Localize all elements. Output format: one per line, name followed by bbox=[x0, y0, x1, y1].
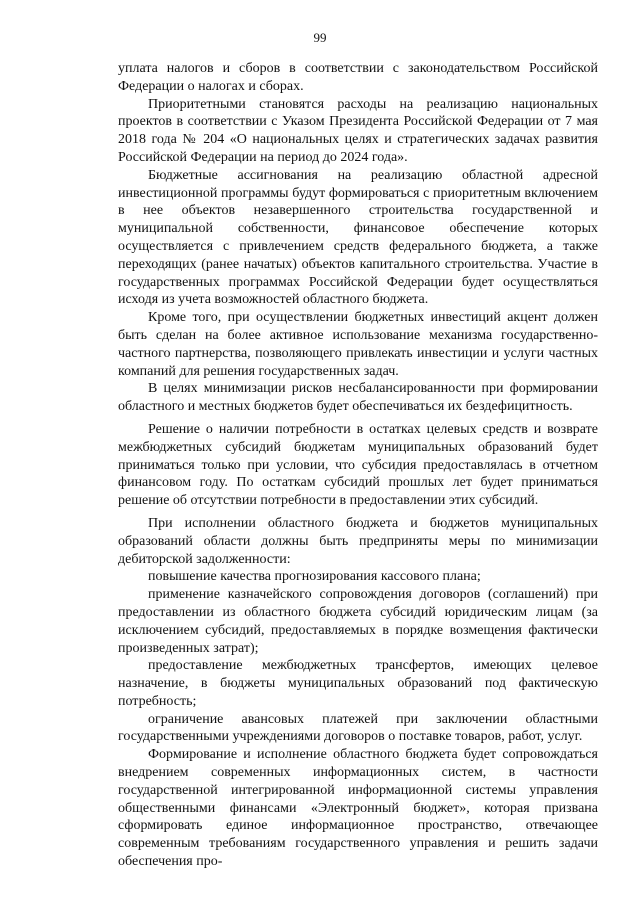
list-item-treasury-support: применение казначейского сопровождения договоров (соглашений) при предоставлении из областного бюджета субсидий юридическим лицам (за исключением субсидий, предоставляемых в порядке возмещения фактически произведенных затрат); bbox=[118, 587, 598, 656]
paragraph-target-funds-balances: Решение о наличии потребности в остатках целевых средств и возврате межбюджетных субсидий бюджетам муниципальных образований будет приниматься только при условии, что субсидия предоставлялась в отчетном финансовом году. По остаткам субсидий прошлых лет будет приниматься решение об отсутствии потребности в предоставлении этих субсидий. bbox=[118, 421, 598, 509]
list-item-cash-plan: повышение качества прогнозирования кассового плана; bbox=[148, 569, 481, 585]
paragraph-deficit-free-budgets: В целях минимизации рисков несбалансированности при формировании областного и местных бюджетов будет обеспечиваться их бездефицитность. bbox=[118, 381, 598, 415]
list-item-intergovernmental-transfers: предоставление межбюджетных трансфертов, имеющих целевое назначение, в бюджеты муниципальных образований под фактическую потребность; bbox=[118, 658, 598, 709]
document-body bbox=[118, 60, 598, 871]
paragraph-investment-program: Бюджетные ассигнования на реализацию областной адресной инвестиционной программы будут формироваться с приоритетным включением в нее объектов незавершенного строительства государственной и муниципальной собственности, финансовое обеспечение которых осуществляется с привлечением средств федерального бюджета, а также переходящих (ранее начатых) объектов капитального строительства. Участие в государственных программах Российской Федерации будет осуществляться исходя из учета возможностей областного бюджета. bbox=[118, 167, 598, 308]
paragraph-national-projects: Приоритетными становятся расходы на реализацию национальных проектов в соответствии с Указом Президента Российской Федерации от 7 мая 2018 года № 204 «О национальных целях и стратегических задачах развития Российской Федерации на период до 2024 года». bbox=[118, 96, 598, 165]
list-item-advance-payments: ограничение авансовых платежей при заключении областными государственными учреждениями договоров о поставке товаров, работ, услуг. bbox=[118, 711, 598, 745]
page-number: 99 bbox=[313, 30, 327, 45]
paragraph-receivables-measures: При исполнении областного бюджета и бюджетов муниципальных образований области должны быть предприняты меры по минимизации дебиторской задолженности: bbox=[118, 515, 598, 567]
paragraph-electronic-budget: Формирование и исполнение областного бюджета будет сопровождаться внедрением современных информационных систем, в частности государственной интегрированной информационной системы управления общественными финансами «Электронный бюджет», которая призвана сформировать единое информационное пространство, отвечающее современным требованиям государственного управления и решить задачи обеспечения про- bbox=[118, 747, 598, 870]
paragraph-public-private-partnership: Кроме того, при осуществлении бюджетных инвестиций акцент должен быть сделан на более активное использование механизма государственно-частного партнерства, позволяющего привлекать инвестиции и услуги частных компаний для решения государственных задач. bbox=[118, 310, 598, 379]
paragraph-taxes-continuation: уплата налогов и сборов в соответствии с законодательством Российской Федерации о налогах и сборах. bbox=[118, 61, 598, 94]
